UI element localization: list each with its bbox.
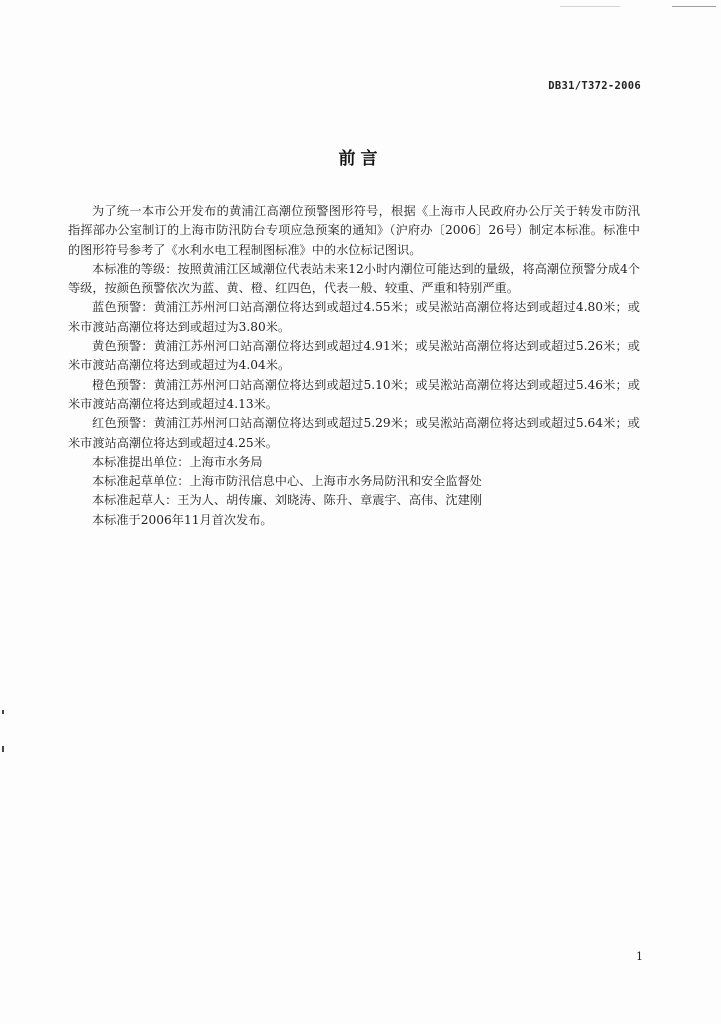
paragraph-grading: 本标准的等级：按照黄浦江区域潮位代表站未来12小时内潮位可能达到的量级，将高潮位预警分成4个等级，按颜色预警依次为蓝、黄、橙、红四色，代表一般、较重、严重和特别严重。 <box>68 261 640 296</box>
paragraph-drafters: 本标准起草人：王为人、胡传廉、刘晓涛、陈升、章震宇、高伟、沈建刚 <box>92 493 482 508</box>
paragraph-drafting-unit: 本标准起草单位：上海市防汛信息中心、上海市水务局防汛和安全监督处 <box>92 474 482 489</box>
foreword-body <box>68 202 640 530</box>
standard-code: DB31/T372-2006 <box>548 80 641 92</box>
scan-artifact-line <box>560 6 620 7</box>
scan-artifact-line <box>672 6 716 7</box>
paragraph-red-warning: 红色预警：黄浦江苏州河口站高潮位将达到或超过5.29米；或吴淞站高潮位将达到或超过5.64米；或米市渡站高潮位将达到或超过4.25米。 <box>68 416 640 450</box>
page-number: 1 <box>636 950 643 963</box>
paragraph-proposer: 本标准提出单位：上海市水务局 <box>92 454 263 469</box>
paragraph-purpose: 为了统一本市公开发布的黄浦江高潮位预警图形符号，根据《上海市人民政府办公厅关于转发市防汛指挥部办公室制订的上海市防汛防台专项应急预案的通知》（沪府办〔2006〕26号）制定本标准。标准中的图形符号参考了《水利水电工程制图标准》中的水位标记图识。 <box>68 204 640 257</box>
paragraph-release: 本标准于2006年11月首次发布。 <box>92 512 273 527</box>
scan-edge-mark <box>2 746 4 752</box>
paragraph-blue-warning: 蓝色预警：黄浦江苏州河口站高潮位将达到或超过4.55米；或吴淞站高潮位将达到或超过4.80米；或米市渡站高潮位将达到或超过为3.80米。 <box>68 300 640 334</box>
page-title: 前言 <box>338 149 383 169</box>
paragraph-orange-warning: 橙色预警：黄浦江苏州河口站高潮位将达到或超过5.10米；或吴淞站高潮位将达到或超过5.46米；或米市渡站高潮位将达到或超过4.13米。 <box>68 377 640 411</box>
scan-edge-mark <box>2 710 4 714</box>
paragraph-yellow-warning: 黄色预警：黄浦江苏州河口站高潮位将达到或超过4.91米；或吴淞站高潮位将达到或超过5.26米；或米市渡站高潮位将达到或超过为4.04米。 <box>68 339 640 373</box>
